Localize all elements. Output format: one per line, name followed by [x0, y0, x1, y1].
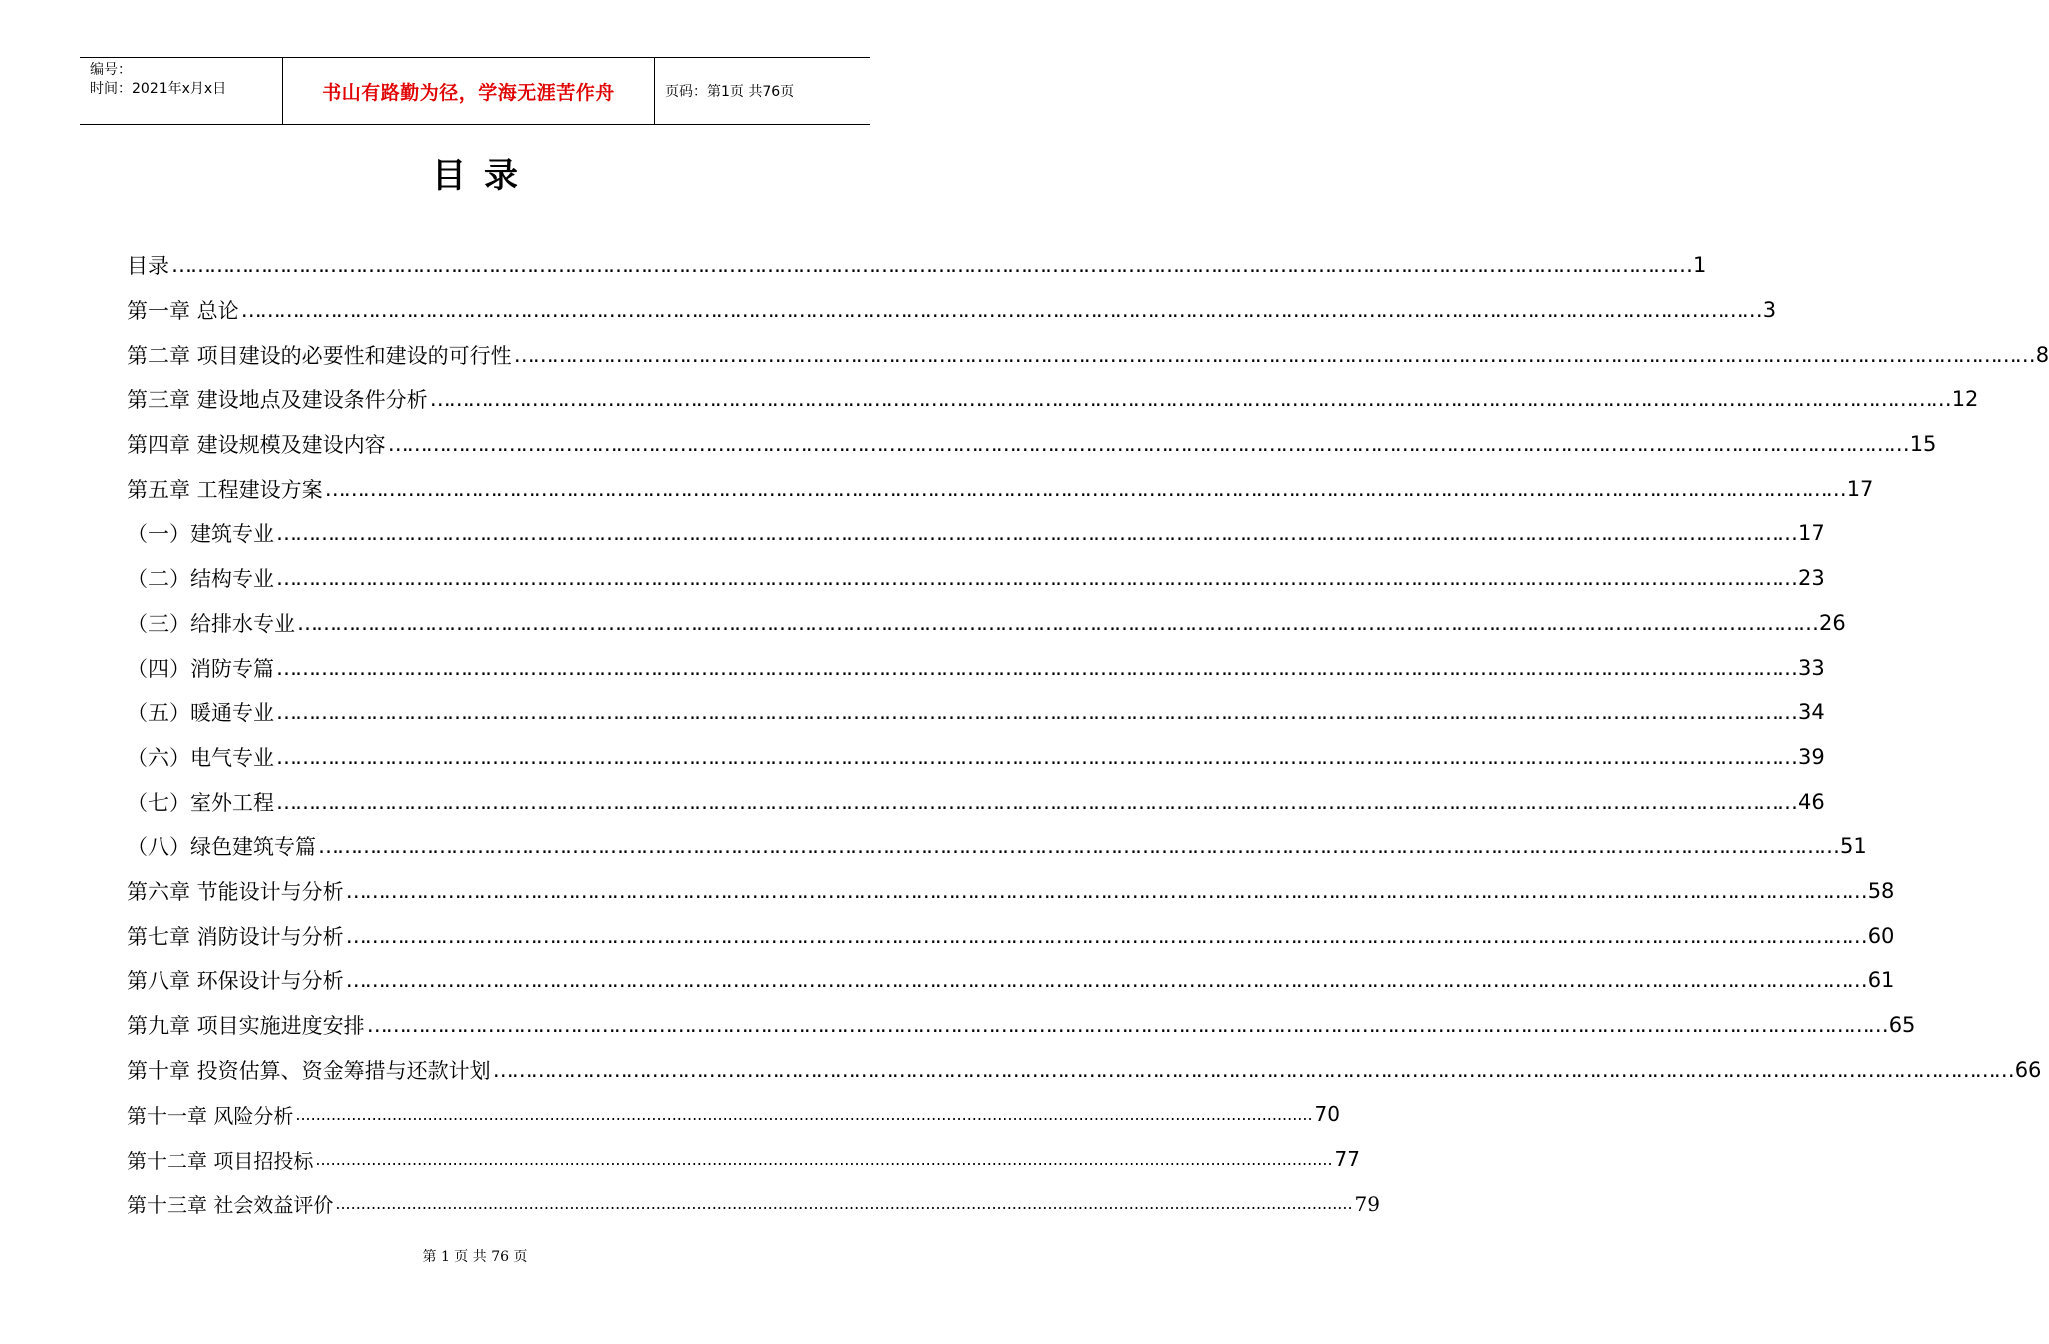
- toc-entry-page: 23: [1798, 566, 1825, 591]
- toc-entry[interactable]: [127, 1137, 1360, 1182]
- toc-entry-page: 15: [1909, 432, 1937, 457]
- page-title: 目录: [432, 156, 536, 196]
- toc-entry-leader: ……………………………………………………………………………………………………………………………………………………………………………………………………………………: [240, 298, 1761, 323]
- toc-entry-label: （六）电气专业: [127, 745, 274, 770]
- table-of-contents: [127, 243, 2049, 1226]
- toc-entry[interactable]: [127, 332, 2049, 377]
- toc-entry-label: 第九章 项目实施进度安排: [127, 1014, 365, 1039]
- toc-entry-leader: ……………………………………………………………………………………………………………………………………………………………………………………………………………………: [276, 744, 1796, 769]
- toc-entry-label: 第十三章 社会效益评价: [127, 1193, 334, 1218]
- document-number-label: 编号：: [90, 62, 132, 78]
- toc-entry-leader: ……………………………………………………………………………………………………………………………………………………………………………………………………………………: [276, 566, 1796, 591]
- toc-entry-label: 第五章 工程建设方案: [127, 477, 323, 502]
- toc-entry-page: 61: [1867, 968, 1895, 993]
- toc-entry-page: 58: [1867, 878, 1895, 903]
- toc-entry[interactable]: [127, 601, 1846, 646]
- toc-entry[interactable]: [127, 466, 1874, 511]
- toc-entry-page: 8: [2035, 342, 2049, 367]
- toc-entry-label: 第八章 环保设计与分析: [127, 969, 344, 994]
- toc-entry-leader: ……………………………………………………………………………………………………………………………………………………………………………………………………………………: [297, 610, 1817, 635]
- toc-entry-label: 第十一章 风险分析: [127, 1103, 294, 1128]
- toc-entry[interactable]: [127, 779, 1825, 824]
- toc-entry-label: 第七章 消防设计与分析: [127, 924, 344, 949]
- toc-entry-leader: ……………………………………………………………………………………………………………………………………………………………………………………………………………………: [324, 476, 1845, 501]
- toc-entry-label: （五）暖通专业: [127, 701, 274, 726]
- toc-entry[interactable]: [127, 511, 1825, 556]
- document-time: 时间：2021年x月x日: [90, 81, 227, 97]
- toc-entry[interactable]: [127, 824, 1867, 869]
- toc-entry-label: （四）消防专篇: [127, 656, 274, 681]
- toc-entry-label: （一）建筑专业: [127, 522, 274, 547]
- toc-entry[interactable]: [127, 958, 1895, 1003]
- toc-entry-page: 34: [1798, 700, 1825, 725]
- page-footer: 第 1 页 共 76 页: [422, 1249, 528, 1265]
- toc-entry-page: 60: [1867, 923, 1895, 948]
- toc-entry-page: 77: [1334, 1147, 1360, 1172]
- toc-entry-leader: ……………………………………………………………………………………………………………………………………………………………………………………………………………………: [345, 923, 1866, 948]
- toc-entry-label: 第十章 投资估算、资金筹措与还款计划: [127, 1058, 491, 1083]
- toc-entry-page: 46: [1798, 789, 1825, 814]
- toc-entry-leader: ……………………………………………………………………………………………………………………………………………………………………………………………………………………: [345, 968, 1866, 993]
- toc-entry[interactable]: [127, 243, 1707, 288]
- toc-entry[interactable]: [127, 1003, 1916, 1048]
- toc-entry-label: 第二章 项目建设的必要性和建设的可行性: [127, 343, 512, 368]
- toc-entry-page: 12: [1951, 387, 1979, 412]
- header-page-info: 页码：第1页 共76页: [665, 84, 795, 100]
- toc-entry[interactable]: [127, 288, 1777, 333]
- toc-entry[interactable]: [127, 735, 1825, 780]
- toc-entry-leader: ……………………………………………………………………………………………………………………………………………………………………………………………………………………: [366, 1013, 1887, 1038]
- toc-entry-page: 17: [1846, 476, 1874, 501]
- toc-entry-leader: ……………………………………………………………………………………………………………………………………………………………………………………………………………………: [387, 432, 1908, 457]
- toc-entry-leader: ........................................................................................................................................................................................................: [315, 1149, 1333, 1169]
- toc-entry-leader: ........................................................................................................................................................................................................: [335, 1194, 1353, 1214]
- toc-entry-leader: ……………………………………………………………………………………………………………………………………………………………………………………………………………………: [429, 387, 1950, 412]
- toc-entry[interactable]: [127, 556, 1825, 601]
- toc-entry-leader: ……………………………………………………………………………………………………………………………………………………………………………………………………………………: [171, 253, 1691, 278]
- toc-entry-leader: ……………………………………………………………………………………………………………………………………………………………………………………………………………………: [276, 655, 1796, 680]
- toc-entry[interactable]: [127, 913, 1895, 958]
- toc-entry-label: （七）室外工程: [127, 790, 274, 815]
- toc-entry-label: （八）绿色建筑专篇: [127, 835, 316, 860]
- toc-entry-label: 第十二章 项目招投标: [127, 1148, 314, 1173]
- toc-entry-leader: ........................................................................................................................................................................................................: [295, 1104, 1313, 1124]
- toc-entry-label: 第六章 节能设计与分析: [127, 879, 344, 904]
- toc-entry[interactable]: [127, 645, 1825, 690]
- toc-entry-page: 26: [1819, 610, 1846, 635]
- toc-entry-label: 第四章 建设规模及建设内容: [127, 433, 386, 458]
- toc-entry[interactable]: [127, 377, 1979, 422]
- toc-entry-label: （三）给排水专业: [127, 611, 295, 636]
- toc-entry-page: 33: [1798, 655, 1825, 680]
- toc-entry-label: （二）结构专业: [127, 567, 274, 592]
- toc-entry-page: 39: [1798, 744, 1825, 769]
- toc-entry[interactable]: [127, 869, 1895, 914]
- toc-entry[interactable]: [127, 1092, 1340, 1137]
- toc-entry-leader: ……………………………………………………………………………………………………………………………………………………………………………………………………………………: [276, 700, 1796, 725]
- toc-entry-page: 17: [1798, 521, 1825, 546]
- toc-entry-page: 70: [1314, 1102, 1340, 1127]
- toc-entry-leader: ……………………………………………………………………………………………………………………………………………………………………………………………………………………: [318, 834, 1838, 859]
- toc-entry-page: 3: [1762, 298, 1777, 323]
- toc-entry-label: 第一章 总论: [127, 299, 239, 324]
- toc-entry-leader: ……………………………………………………………………………………………………………………………………………………………………………………………………………………: [276, 521, 1796, 546]
- page-header: [80, 57, 870, 125]
- toc-entry[interactable]: [127, 1047, 2042, 1092]
- toc-entry-page: 79: [1354, 1191, 1380, 1216]
- header-motto: 书山有路勤为径，学海无涯苦作舟: [282, 58, 655, 124]
- toc-entry-page: 1: [1693, 253, 1707, 278]
- header-meta: [80, 58, 282, 124]
- toc-entry-label: 目录: [127, 254, 169, 279]
- toc-entry-leader: ……………………………………………………………………………………………………………………………………………………………………………………………………………………: [276, 789, 1796, 814]
- toc-entry-page: 51: [1840, 834, 1867, 859]
- toc-entry-label: 第三章 建设地点及建设条件分析: [127, 388, 428, 413]
- toc-entry-page: 65: [1888, 1013, 1916, 1038]
- toc-entry[interactable]: [127, 422, 1937, 467]
- toc-entry-page: 66: [2014, 1057, 2042, 1082]
- toc-entry-leader: ……………………………………………………………………………………………………………………………………………………………………………………………………………………: [513, 342, 2034, 367]
- toc-entry[interactable]: [127, 690, 1825, 735]
- toc-entry[interactable]: [127, 1181, 1380, 1226]
- toc-entry-leader: ……………………………………………………………………………………………………………………………………………………………………………………………………………………: [345, 878, 1866, 903]
- toc-entry-leader: ……………………………………………………………………………………………………………………………………………………………………………………………………………………: [492, 1057, 2013, 1082]
